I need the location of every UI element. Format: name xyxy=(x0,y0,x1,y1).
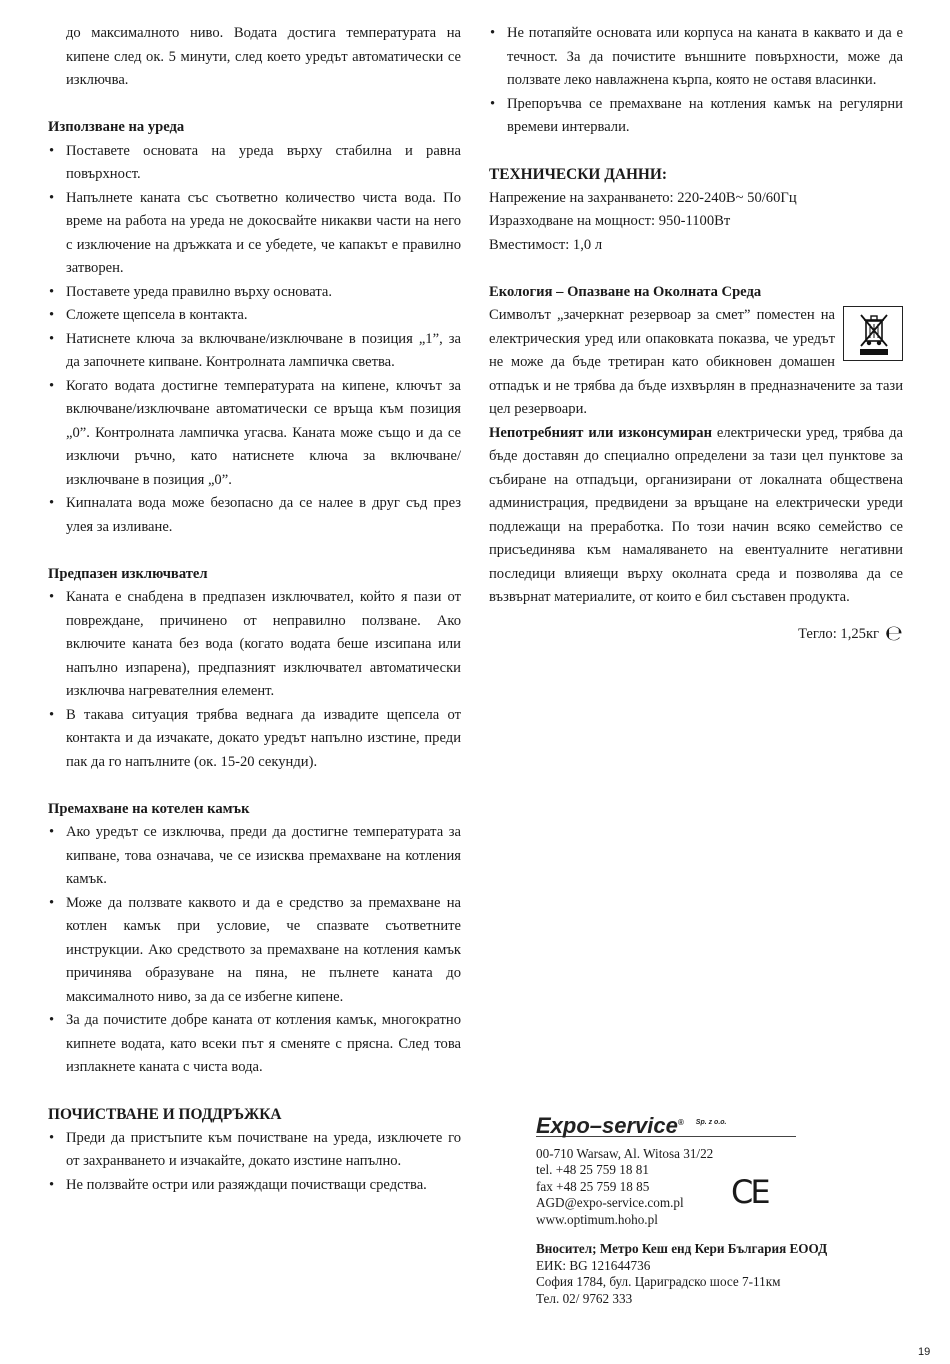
distributor-block xyxy=(536,1115,896,1307)
weee-bin-icon xyxy=(843,306,903,361)
phone-line: tel. +48 25 759 18 81 xyxy=(536,1162,649,1177)
descale-list xyxy=(48,821,461,1080)
ecology-paragraph-2-text: електрически уред, трябва да бъде доставян до специално определени за тази цел пунктове за събиране на отпадъци, организирани от локалната обществена администрация, предвидени за връщане на електрически уреди подлежащи на преработка. По този начин всяко семейство се присъединява към намаляването на евентуалните негативни последици влияещи върху околната среда и позволява да се възвърнат материалите, от които е бил съставен продукта. xyxy=(489,424,903,605)
tech-voltage: Напрежение на захранването: 220-240В~ 50/60Гц xyxy=(489,189,797,206)
ecology-heading: Екология – Опазване на Околната Среда xyxy=(489,283,762,300)
ecology-paragraph-2 xyxy=(489,422,903,610)
importer-heading: Вносител; Метро Кеш енд Кери България ЕООД xyxy=(536,1241,828,1256)
registered-mark: ® xyxy=(677,1118,684,1127)
tech-power: Изразходване на мощност: 950-1100Вт xyxy=(489,213,731,229)
usage-list xyxy=(48,140,461,540)
cleaning-heading: ПОЧИСТВАНЕ И ПОДДРЪЖКА xyxy=(48,1106,282,1123)
list-item: • Не потапяйте основата или корпуса на каната в каквато и да е течност. За да почистите външните повърхности, може да ползвате леко навлажнена кърпа, която не оставя власинки. xyxy=(489,22,903,93)
fuse-heading: Предпазен изключвател xyxy=(48,565,208,582)
list-item: • Може да ползвате каквото и да е средство за премахване на котлен камък при условие, че спазвате съответните инструкции. Ако средството за премахване на котления камък причинява образуване на пяна, не пълнете каната до максималното ниво, за да се избегне кипене. xyxy=(48,892,461,1010)
fax-line: fax +48 25 759 18 85 xyxy=(536,1178,650,1194)
list-item: • Поставете уреда правилно върху основата. xyxy=(48,281,461,305)
website-line: www.optimum.hoho.pl xyxy=(536,1211,658,1227)
list-item: • Напълнете каната със съответно количество чиста вода. По време на работа на уреда не докосвайте никакви части на него с изключение на дръжката и се убедете, че капакът е правилно затворен. xyxy=(48,187,461,281)
cleaning-list-continued xyxy=(489,22,903,140)
weight-line xyxy=(489,622,903,647)
ce-mark-icon: CE xyxy=(731,1172,768,1211)
weight-text: Тегло: 1,25кг xyxy=(798,625,880,642)
logo-suffix: Sp. z o.o. xyxy=(695,1119,727,1126)
estimated-sign-icon: ℮ xyxy=(885,620,903,645)
email-line: AGD@expo-service.com.pl xyxy=(536,1195,684,1210)
list-item: • В такава ситуация трябва веднага да извадите щепсела от контакта и да изчакате, докато уредът напълно изстине, преди пак да го напълните (ок. 15-20 секунди). xyxy=(48,704,461,775)
list-item: • Поставете основата на уреда върху стабилна и равна повърхност. xyxy=(48,140,461,187)
descale-heading: Премахване на котелен камък xyxy=(48,800,250,817)
list-item: • Каната е снабдена в предпазен изключвател, който я пази от повреждане, причинено от неправилно ползване. Ако включите каната без вода (когато водата беше изсипана или напълно изпарена), предпазният изключвател автоматически изключва нагревателния елемент. xyxy=(48,586,461,704)
list-item: • Не ползвайте остри или разяждащи почистващи средства. xyxy=(48,1174,461,1198)
right-column xyxy=(489,22,903,646)
tech-capacity: Вместимост: 1,0 л xyxy=(489,236,603,253)
list-item: • Когато водата достигне температурата на кипене, ключът за включване/изключване автоматически се връща към позиция „0”. Контролната лампичка угасва. Каната може също и да се изключи ръчно, като натиснете ключа за включване/изключване в позиция „0”. xyxy=(48,375,461,493)
list-item: • Препоръчва се премахване на котления камък на регулярни времеви интервали. xyxy=(489,93,903,140)
fuse-list xyxy=(48,586,461,774)
list-item: • Преди да пристъпите към почистване на уреда, изключете го от захранването и изчакайте, докато изстине напълно. xyxy=(48,1127,461,1174)
importer-line: ЕИК: BG 121644736 xyxy=(536,1257,651,1273)
left-column xyxy=(48,22,461,1197)
list-item: • Натиснете ключа за включване/изключване в позиция „1”, за да започнете кипване. Контролната лампичка светва. xyxy=(48,328,461,375)
importer-line: София 1784, бул. Цариградско шосе 7-11км xyxy=(536,1274,781,1289)
tech-data-heading: ТЕХНИЧЕСКИ ДАННИ: xyxy=(489,166,667,183)
ecology-bold-phrase: Непотребният или изконсумиран xyxy=(489,424,713,441)
company-logo xyxy=(536,1115,796,1137)
page-number: 19 xyxy=(918,1346,931,1358)
ecology-paragraph-1: Символът „зачеркнат резервоар за смет” поместен на електрическия уред или опаковката показва, че уредът не може да бъде третиран като обикновен домашен отпадък и не трябва да бъде изхвърлян в предназначените за тази цел резервоари. xyxy=(489,307,903,417)
cleaning-list xyxy=(48,1127,461,1198)
list-item: • Сложете щепсела в контакта. xyxy=(48,304,461,328)
list-item: • Кипналата вода може безопасно да се налее в друг съд през улея за изливане. xyxy=(48,492,461,539)
usage-heading: Използване на уреда xyxy=(48,119,185,135)
contact-details xyxy=(536,1146,896,1229)
intro-paragraph: до максималното ниво. Водата достига температурата на кипене след ок. 5 минути, след което уредът автоматически се изключва. xyxy=(66,25,461,88)
logo-text: Expo–service xyxy=(536,1113,678,1138)
list-item: • За да почистите добре каната от котления камък, многократно кипнете водата, като всеки път я сменяте с прясна. След това изплакнете каната с чиста вода. xyxy=(48,1009,461,1080)
importer-line: Тел. 02/ 9762 333 xyxy=(536,1290,633,1306)
address-line: 00-710 Warsaw, Al. Witosa 31/22 xyxy=(536,1145,714,1161)
list-item: • Ако уредът се изключва, преди да достигне температурата за кипване, това означава, че се изисква премахване на котления камък. xyxy=(48,821,461,892)
